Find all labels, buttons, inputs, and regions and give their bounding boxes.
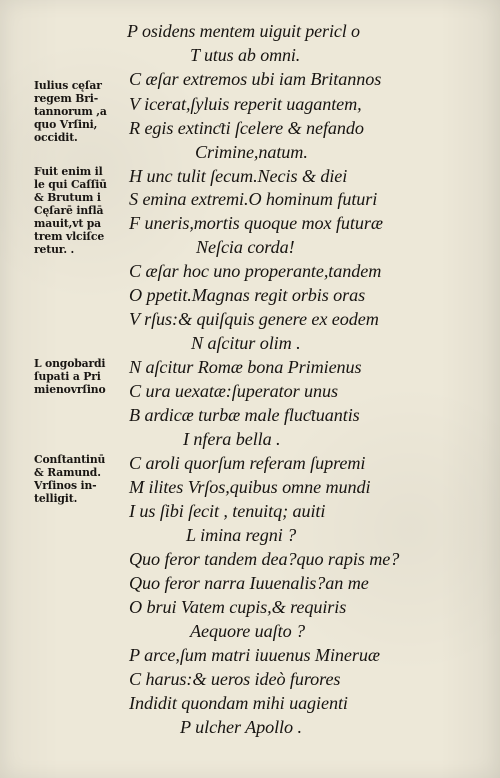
verse-line-15: N aſcitur Romæ bona Primienus <box>129 357 362 377</box>
verse-line-29: Indidit quondam mihi uagienti <box>129 693 348 713</box>
margin-note-line-19: telligit. <box>34 492 78 505</box>
margin-note-line-13: L ongobardi <box>34 357 106 370</box>
verse-line-28: C harus:& ueros ideò furores <box>129 669 341 689</box>
verse-line-24: Quo feror narra Iuuenalis?an me <box>129 573 369 593</box>
verse-line-17: B ardicæ turbæ male fluƈtuantis <box>129 405 360 425</box>
verse-line-22: L imina regni ? <box>186 525 297 545</box>
margin-note-line-3: tannorum ,a <box>34 105 107 118</box>
verse-line-14: N aſcitur olim . <box>191 333 301 353</box>
verse-line-10: Neſcia corda! <box>196 237 295 257</box>
verse-line-8: S emina extremi.O hominum futuri <box>129 189 378 209</box>
verse-line-21: I us ſibi ſecit , tenuitq; auiti <box>129 501 326 521</box>
margin-note-line-14: ſupati a Pri <box>34 370 101 383</box>
margin-note-line-18: Vrſinos in- <box>34 479 97 492</box>
verse-line-19: C aroli quorſum referam ſupremi <box>129 453 366 473</box>
verse-line-26: Aequore uaſto ? <box>190 621 306 641</box>
margin-note-line-2: regem Bri- <box>34 92 99 105</box>
verse-line-4: V icerat,ſyluis reperit uagantem, <box>129 94 362 114</box>
verse-line-27: P arce,ſum matri iuuenus Mineruæ <box>129 645 380 665</box>
margin-note-line-16: Conſtantinū <box>34 453 106 466</box>
verse-line-12: O ppetit.Magnas regit orbis oras <box>129 285 366 305</box>
verse-line-3: C æſar extremos ubi iam Britannos <box>129 69 382 89</box>
margin-note-line-5: occidit. <box>34 131 78 144</box>
margin-note-line-12: retur. . <box>34 243 75 256</box>
margin-note-line-1: Iulius cęſar <box>34 79 102 92</box>
margin-note-line-10: mauit,vt pa <box>34 217 102 230</box>
verse-line-9: F uneris,mortis quoque mox futuræ <box>129 213 383 233</box>
verse-line-7: H unc tulit ſecum.Necis & diei <box>129 166 348 186</box>
verse-line-1: P osidens mentem uiguit pericl o <box>127 21 360 41</box>
margin-note-line-9: Cęſarē inflā <box>34 204 104 217</box>
margin-note-line-15: mienovrſino <box>34 383 106 396</box>
verse-line-18: I nfera bella . <box>183 429 281 449</box>
verse-line-6: Crimine,natum. <box>195 142 308 162</box>
margin-note-line-6: Fuit enim il <box>34 165 103 178</box>
margin-note-line-7: le qui Caſſiū <box>34 178 107 191</box>
verse-line-20: M ilites Vrſos,quibus omne mundi <box>129 477 371 497</box>
verse-line-16: C ura uexatæ:ſuperator unus <box>129 381 338 401</box>
verse-line-30: P ulcher Apollo . <box>180 717 302 737</box>
margin-note-line-11: trem vlciſce <box>34 230 105 243</box>
margin-note-line-4: quo Vrſini, <box>34 118 98 131</box>
verse-line-11: C æſar hoc uno properante,tandem <box>129 261 382 281</box>
margin-note-line-8: & Brutum i <box>34 191 101 204</box>
verse-line-5: R egis extinƈti ſcelere & nefando <box>129 118 364 138</box>
verse-line-13: V rſus:& quiſquis genere ex eodem <box>129 309 379 329</box>
margin-note-line-17: & Ramund. <box>34 466 101 479</box>
verse-line-25: O brui Vatem cupis,& requiris <box>129 597 347 617</box>
verse-line-23: Quo feror tandem dea?quo rapis me? <box>129 549 400 569</box>
verse-line-2: T utus ab omni. <box>190 45 301 65</box>
